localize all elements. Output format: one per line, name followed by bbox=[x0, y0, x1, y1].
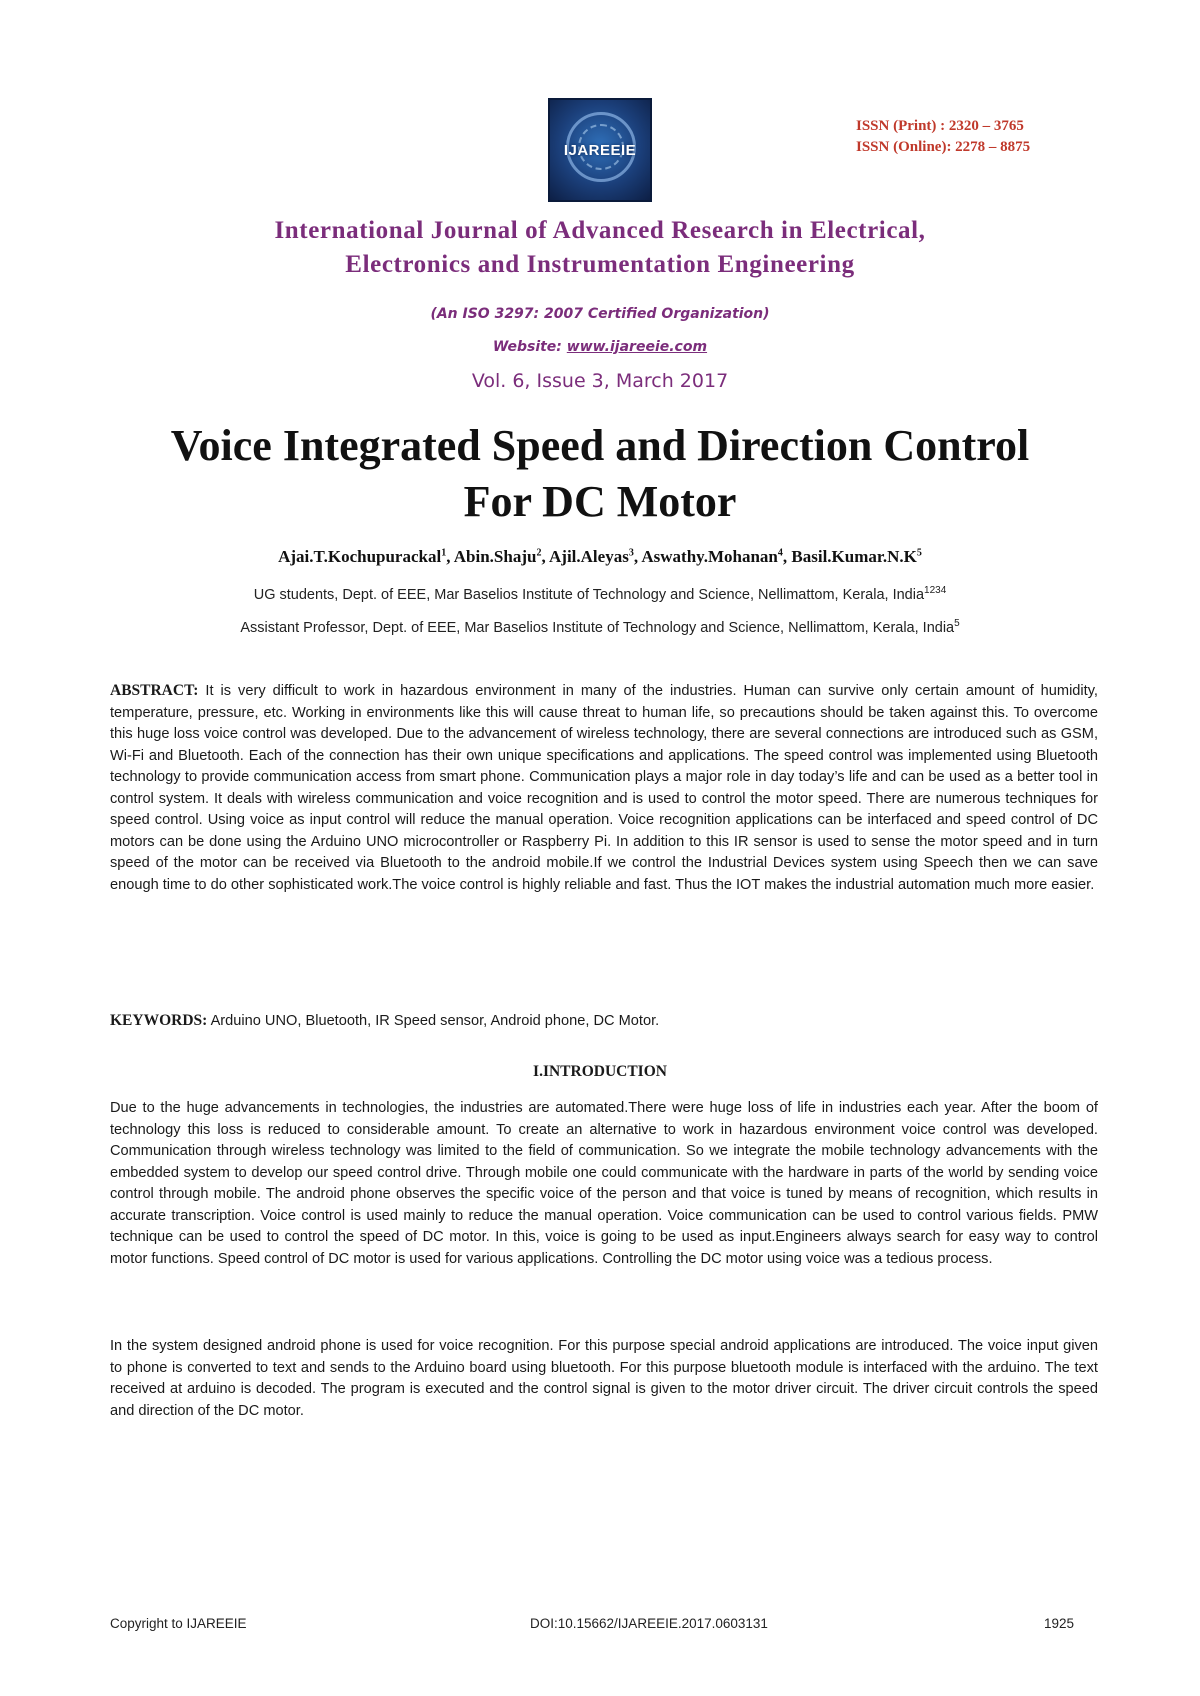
section-heading-introduction: I.INTRODUCTION bbox=[533, 1063, 667, 1080]
affiliation-sup: 1234 bbox=[924, 585, 947, 597]
affiliation-professor: Assistant Professor, Dept. of EEE, Mar Baselios Institute of Technology and Science, Nellimattom, Kerala, India$^5$ bbox=[240, 618, 960, 636]
footer-copyright: Copyright to IJAREEIE bbox=[110, 1616, 247, 1631]
keywords-text: Arduino UNO, Bluetooth, IR Speed sensor, Android phone, DC Motor. bbox=[207, 1013, 660, 1029]
author-sup: 1 bbox=[441, 547, 447, 559]
author-name: Ajai.T.Kochupurackal bbox=[278, 547, 442, 566]
journal-name bbox=[0, 214, 1200, 282]
abstract-text: It is very difficult to work in hazardous environment in many of the industries. Human can survive only certain amount of humidity, temperature, pressure, etc. Working in environments like this will cause threat to human life, so precautions should be taken against this. To overcome this huge loss voice control was developed. Due to the advancement of wireless technology, there are several connections are introduced such as GSM, Wi-Fi and Bluetooth. Each of the connection has their own unique specifications and applications. The speed control was implemented using Bluetooth technology to provide communication access from smart phone. Communication plays a major role in day today’s life and can be used as a better tool in control system. It deals with wireless communication and voice recognition and is used to control the motor speed. There are numerous techniques for speed control. Using voice as input control will reduce the manual operation. Voice recognition applications can be interfaced and speed control of DC motors can be done using the Arduino UNO microcontroller or Raspberry Pi. In addition to this IR sensor is used to sense the motor speed and in turn speed of the motor can be received via Bluetooth to the android mobile.If we control the Industrial Devices system using Speech then we can save enough time to do other sophisticated work.The voice control is highly reliable and fast. Thus the IOT makes the industrial automation much more easier. bbox=[110, 683, 1098, 893]
introduction-paragraph-1: Due to the huge advancements in technologies, the industries are automated.There were huge loss of life in industries each year. After the boom of technology this loss is reduced to considerable amount. To create an alternative to work in hazardous environment voice control was developed. Communication through wireless technology was limited to the field of communication. So we integrate the mobile technology advancements with the embedded system to develop our speed control drive. Through mobile one could communicate with the hardware in parts of the world by sending voice control through mobile. The android phone observes the specific voice of the person and that voice is tuned by means of recognition, which results in accurate transcription. Voice control is used mainly to reduce the manual operation. Voice communication can be used to control various fields. PMW technique can be used to control the speed of DC motor. In this, voice is going to be used as input.Engineers always search for easy way to control motor functions. Speed control of DC motor is used for various applications. Controlling the DC motor using voice was a tedious process. bbox=[110, 1100, 1098, 1267]
journal-logo bbox=[548, 98, 652, 202]
paper-title bbox=[0, 418, 1200, 530]
author-name: Ajil.Aleyas bbox=[549, 547, 629, 566]
volume-issue: Vol. 6, Issue 3, March 2017 bbox=[471, 370, 729, 392]
affiliation-sup: 5 bbox=[954, 618, 960, 630]
issn-block bbox=[856, 116, 1030, 158]
affiliation-students: UG students, Dept. of EEE, Mar Baselios Institute of Technology and Science, Nellimattom, Kerala, India$^{1234}$ bbox=[253, 585, 947, 603]
paper-title-line1: Voice Integrated Speed and Direction Control bbox=[170, 421, 1030, 470]
website-label: Website: bbox=[492, 339, 567, 355]
logo-text: IJAREEIE bbox=[563, 142, 637, 159]
journal-name-line1: International Journal of Advanced Research in Electrical, bbox=[274, 217, 926, 244]
keywords-label: KEYWORDS: bbox=[110, 1012, 208, 1029]
iso-certification: (An ISO 3297: 2007 Certified Organization) bbox=[430, 306, 770, 322]
footer-doi: DOI:10.15662/IJAREEIE.2017.0603131 bbox=[530, 1616, 768, 1631]
abstract-label: ABSTRACT: bbox=[110, 682, 199, 699]
keywords bbox=[110, 1010, 1098, 1033]
journal-name-line2: Electronics and Instrumentation Engineering bbox=[345, 251, 855, 278]
author-list: Ajai.T.Kochupurackal$^1$, Abin.Shaju$^2$, Ajil.Aleyas$^3$, Aswathy.Mohanan$^4$, $Basil.Kumar.N.K^5$ bbox=[278, 547, 922, 566]
abstract bbox=[110, 680, 1098, 896]
author-name: Basil.Kumar.N.K bbox=[791, 547, 917, 566]
issn-online: ISSN (Online): 2278 – 8875 bbox=[856, 139, 1031, 155]
author-sup: 4 bbox=[777, 547, 783, 559]
author-name: Abin.Shaju bbox=[453, 547, 537, 566]
footer-page-number: 1925 bbox=[1044, 1616, 1075, 1631]
author-sup: 5 bbox=[916, 547, 922, 559]
website-link[interactable]: www.ijareeie.com bbox=[566, 339, 708, 355]
issn-print: ISSN (Print) : 2320 – 3765 bbox=[856, 118, 1024, 134]
author-sup: 3 bbox=[628, 547, 634, 559]
paper-title-line2: For DC Motor bbox=[463, 477, 737, 526]
author-sup: 2 bbox=[536, 547, 542, 559]
introduction-paragraph-2: In the system designed android phone is used for voice recognition. For this purpose special android applications are introduced. The voice input given to phone is converted to text and sends to the Arduino board using bluetooth. For this purpose bluetooth module is interfaced with the arduino. The text received at arduino is decoded. The program is executed and the control signal is given to the motor driver circuit. The driver circuit controls the speed and direction of the DC motor. bbox=[110, 1338, 1098, 1419]
website-line bbox=[0, 339, 1200, 355]
author-name: Aswathy.Mohanan bbox=[641, 547, 778, 566]
